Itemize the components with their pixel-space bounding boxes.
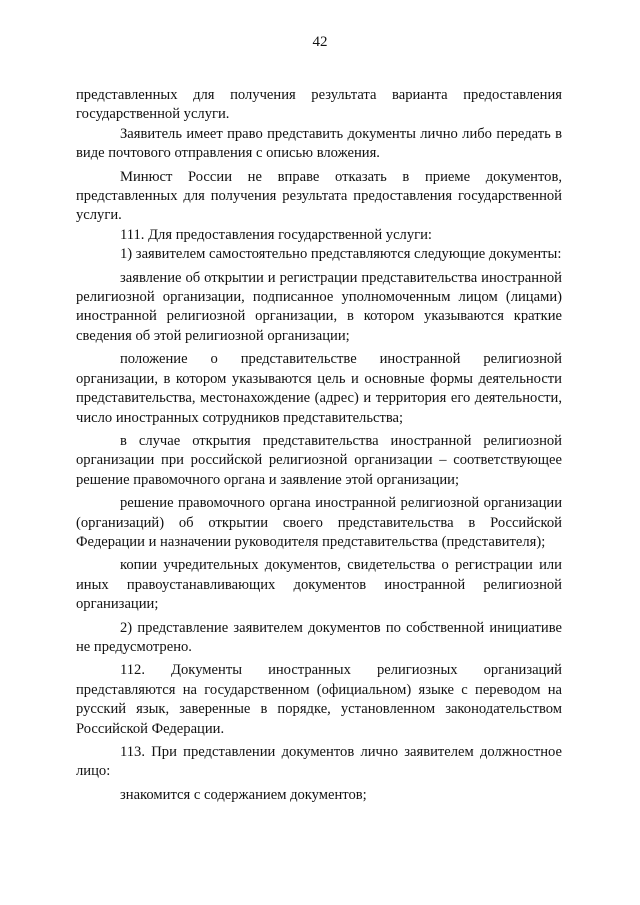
paragraph-continuation: представленных для получения результата варианта предоставления государственной услуги.	[76, 87, 562, 123]
document-body	[76, 86, 562, 805]
paragraph-113: 113. При представлении документов лично заявителем должностное лицо:	[76, 744, 562, 780]
paragraph-application-statement: заявление об открытии и регистрации представительства иностранной религиозной организации, подписанное уполномоченным лицом (лицами) иностранной религиозной организации, в котором указываются краткие сведения об этой религиозной организации;	[76, 269, 562, 344]
page-number: 42	[312, 34, 328, 50]
paragraph-111-item-1: 1) заявителем самостоятельно представляются следующие документы:	[120, 246, 562, 263]
paragraph-minjust-refusal: Минюст России не вправе отказать в приеме документов, представленных для получения результата предоставления государственной услуги.	[76, 168, 562, 224]
paragraph-112: 112. Документы иностранных религиозных организаций представляются на государственном (официальном) языке с переводом на русский язык, заверенные в порядке, установленном законодательством Российской Федерации.	[76, 662, 562, 737]
paragraph-decision: решение правомочного органа иностранной религиозной организации (организаций) об открытии своего представительства в Российской Федерации и назначении руководителя представительства (представителя);	[76, 495, 562, 550]
paragraph-russian-organization-case: в случае открытия представительства иностранной религиозной организации при российской религиозной организации – соответствующее решение правомочного органа и заявление этой организации;	[76, 432, 562, 488]
paragraph-111-item-2: 2) представление заявителем документов по собственной инициативе не предусмотрено.	[76, 619, 562, 655]
paragraph-founding-documents: копии учредительных документов, свидетельства о регистрации или иных правоустанавливающих документов иностранной религиозной организации;	[76, 557, 562, 613]
paragraph-111-heading: 111. Для предоставления государственной услуги:	[120, 226, 432, 243]
paragraph-113-reviews-content: знакомится с содержанием документов;	[120, 786, 367, 803]
paragraph-applicant-right: Заявитель имеет право представить документы лично либо передать в виде почтового отправления с описью вложения.	[76, 125, 562, 162]
paragraph-regulations: положение о представительстве иностранной религиозной организации, в котором указываются цель и основные формы деятельности представительства, местонахождение (адрес) и территория его деятельности, число иностранных сотрудников представительства;	[76, 351, 562, 426]
